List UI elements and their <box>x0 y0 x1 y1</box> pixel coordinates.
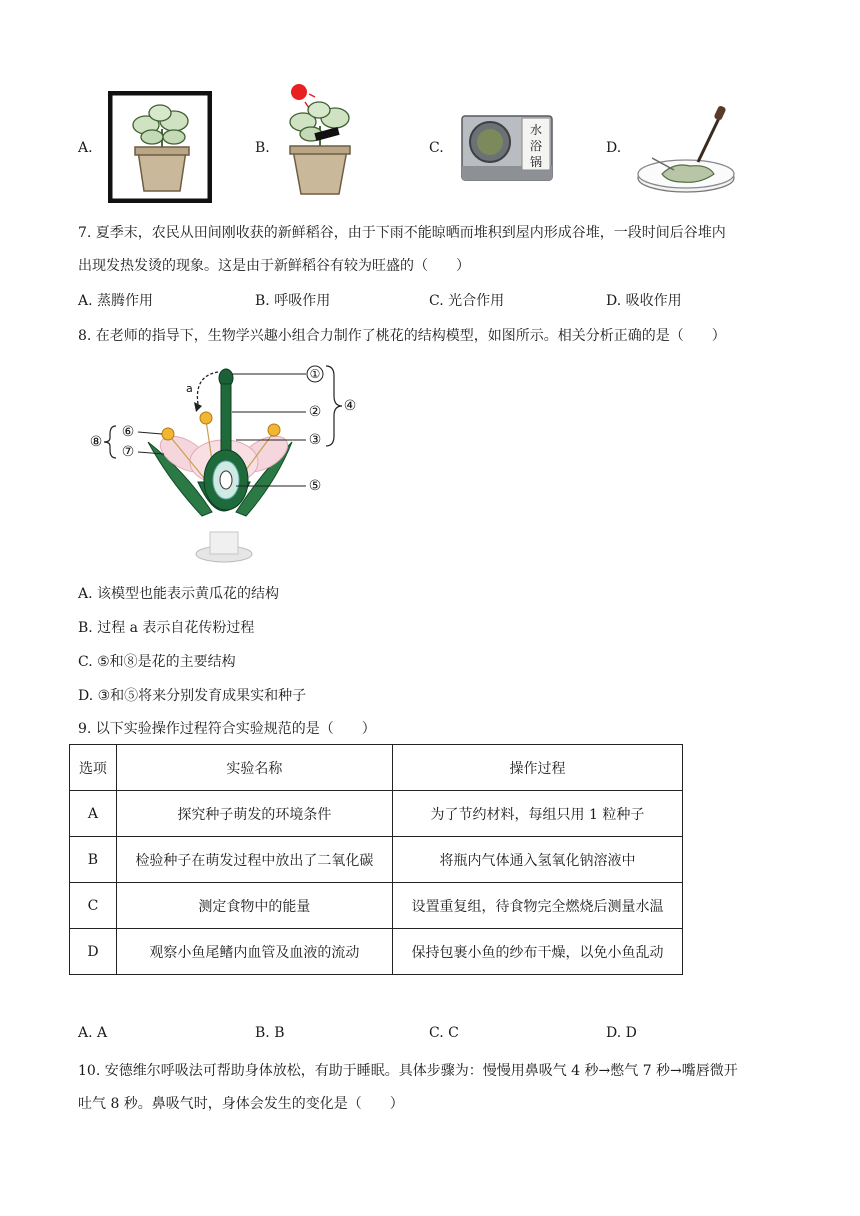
table-row <box>70 929 683 975</box>
table-row <box>70 837 683 883</box>
q9-table <box>69 744 683 975</box>
svg-text:水: 水 <box>529 123 543 137</box>
figure-label-1: ① <box>309 367 321 381</box>
table-cell: C <box>70 883 117 929</box>
table-header-cell: 操作过程 <box>392 745 682 791</box>
q7-option-b: B. 呼吸作用 <box>255 293 331 309</box>
peach-flower-model-figure <box>86 362 376 570</box>
table-cell: D <box>70 929 117 975</box>
q9-stem: 9. 以下实验操作过程符合实验规范的是（ ） <box>78 721 376 737</box>
q9-option-b: B. B <box>255 1025 285 1041</box>
q9-option-a: A. A <box>78 1025 108 1041</box>
table-header-cell: 实验名称 <box>116 745 392 791</box>
q6-option-a-image <box>108 91 212 203</box>
q10-stem-line1: 10. 安德维尔呼吸法可帮助身体放松，有助于睡眠。具体步骤为：慢慢用鼻吸气 4 秒→憋气 7 秒→嘴唇微开 <box>78 1063 738 1079</box>
q7-option-a: A. 蒸腾作用 <box>78 293 154 309</box>
q8-option-b: B. 过程 a 表示自花传粉过程 <box>78 620 255 636</box>
q9-option-d: D. D <box>606 1025 637 1041</box>
q6-option-c-label: C. <box>429 140 444 156</box>
svg-text:浴: 浴 <box>529 139 543 153</box>
figure-label-4: ④ <box>343 398 357 414</box>
q7-option-d: D. 吸收作用 <box>606 293 682 309</box>
q8-option-c: C. ⑤和⑧是花的主要结构 <box>78 654 236 670</box>
table-cell: 检验种子在萌发过程中放出了二氧化碳 <box>116 837 392 883</box>
q7-stem-line1: 7. 夏季末，农民从田间刚收获的新鲜稻谷，由于下雨不能晾晒而堆积到屋内形成谷堆，一段时间后谷堆内 <box>78 225 726 241</box>
table-cell: 设置重复组，待食物完全燃烧后测量水温 <box>392 883 682 929</box>
q6-option-d-label: D. <box>606 140 622 156</box>
table-row <box>70 883 683 929</box>
q6-option-a-label: A. <box>78 140 93 156</box>
table-cell: B <box>70 837 117 883</box>
table-cell: 为了节约材料，每组只用 1 粒种子 <box>392 791 682 837</box>
figure-label-7: ⑦ <box>121 444 135 460</box>
table-cell: 测定食物中的能量 <box>116 883 392 929</box>
table-row <box>70 791 683 837</box>
figure-label-a: a <box>186 382 193 395</box>
figure-label-5: ⑤ <box>308 478 322 494</box>
q10-stem-line2: 吐气 8 秒。鼻吸气时，身体会发生的变化是（ ） <box>78 1096 404 1112</box>
table-header-row <box>70 745 683 791</box>
q6-option-b-image <box>275 80 365 198</box>
table-cell: A <box>70 791 117 837</box>
figure-label-2: ② <box>308 404 322 420</box>
q8-option-a: A. 该模型也能表示黄瓜花的结构 <box>78 586 280 602</box>
q9-option-c: C. C <box>429 1025 459 1041</box>
q7-option-c: C. 光合作用 <box>429 293 505 309</box>
table-cell: 探究种子萌发的环境条件 <box>116 791 392 837</box>
q6-option-d-image <box>634 104 740 196</box>
table-cell: 保持包裹小鱼的纱布干燥，以免小鱼乱动 <box>392 929 682 975</box>
q7-stem-line2: 出现发热发烫的现象。这是由于新鲜稻谷有较为旺盛的（ ） <box>78 258 470 274</box>
figure-label-6: ⑥ <box>121 424 135 440</box>
q6-option-b-label: B. <box>255 140 270 156</box>
q6-option-c-image <box>460 112 554 186</box>
figure-label-3: ③ <box>308 432 322 448</box>
table-cell: 观察小鱼尾鳍内血管及血液的流动 <box>116 929 392 975</box>
figure-label-8: ⑧ <box>89 434 103 450</box>
table-cell: 将瓶内气体通入氢氧化钠溶液中 <box>392 837 682 883</box>
q8-option-d: D. ③和⑤将来分别发育成果实和种子 <box>78 688 307 704</box>
svg-text:锅: 锅 <box>529 155 543 169</box>
q8-stem: 8. 在老师的指导下，生物学兴趣小组合力制作了桃花的结构模型，如图所示。相关分析正确的是（ ） <box>78 328 726 344</box>
table-header-cell: 选项 <box>70 745 117 791</box>
